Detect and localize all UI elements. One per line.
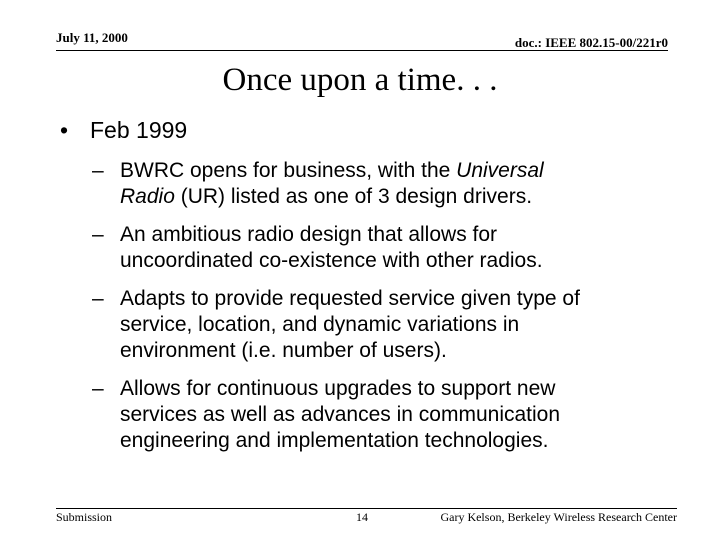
header-divider	[56, 50, 668, 51]
bullet-marker: •	[60, 117, 69, 143]
footer-divider	[56, 508, 677, 509]
sub-bullet-line: uncoordinated co-existence with other radios.	[120, 249, 543, 272]
sub-bullet-line: services as well as advances in communication	[120, 403, 561, 426]
sub-bullet-marker: –	[92, 377, 104, 400]
sub-bullet-line: service, location, and dynamic variations in	[120, 313, 520, 336]
header-date: July 11, 2000	[56, 30, 128, 45]
bullet-text: Feb 1999	[90, 117, 188, 143]
page-number: 14	[356, 510, 368, 524]
emphasis-text: Universal	[456, 159, 544, 182]
sub-bullet-marker: –	[92, 287, 104, 310]
sub-bullet-marker: –	[92, 159, 104, 182]
sub-bullet-text-segment: (UR) listed as one of 3 design drivers.	[174, 185, 533, 208]
sub-bullet-text-segment: BWRC opens for business, with the	[120, 159, 457, 182]
sub-bullet-line: An ambitious radio design that allows for	[120, 223, 498, 246]
sub-bullet-text	[120, 286, 680, 364]
header-doc-id: doc.: IEEE 802.15-00/221r0	[514, 35, 668, 50]
sub-bullet-text	[120, 158, 680, 210]
bullet-item	[60, 117, 187, 144]
emphasis-text: Radio	[120, 185, 175, 208]
footer-submission: Submission	[56, 510, 113, 524]
sub-bullet-line: engineering and implementation technologies.	[120, 429, 549, 452]
sub-bullet-line: environment (i.e. number of users).	[120, 339, 447, 362]
slide-title: Once upon a time. . .	[222, 62, 498, 98]
sub-bullet-marker: –	[92, 223, 104, 246]
footer-author: Gary Kelson, Berkeley Wireless Research Center	[440, 510, 677, 524]
sub-bullet-line: Allows for continuous upgrades to support new	[120, 377, 556, 400]
sub-bullet-text	[120, 376, 680, 454]
sub-bullet-text	[120, 222, 680, 274]
sub-bullet-line: Adapts to provide requested service given type of	[120, 287, 580, 310]
